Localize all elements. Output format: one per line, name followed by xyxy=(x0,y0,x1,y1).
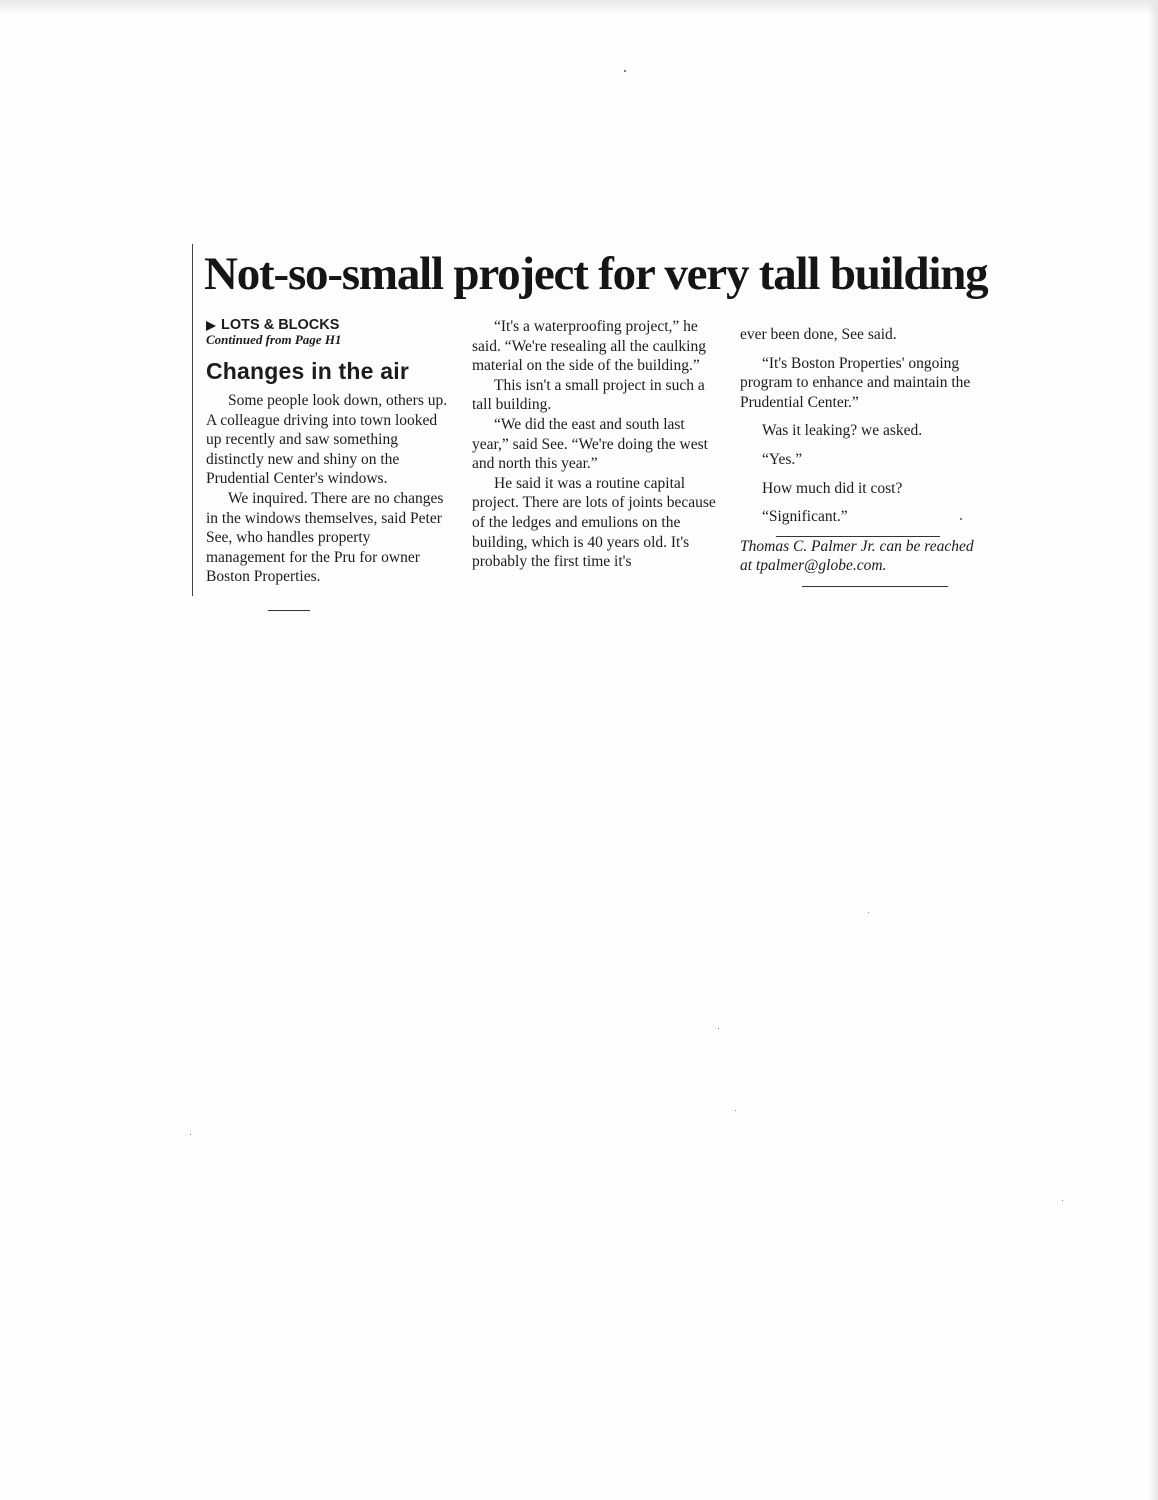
kicker-label: LOTS & BLOCKS xyxy=(221,317,340,333)
paragraph: “It's a waterproofing project,” he said. “We're resealing all the caulking material on the side of the building.” xyxy=(472,318,706,375)
paragraph: “It's Boston Properties' ongoing program to enhance and maintain the Prudential Center.” xyxy=(740,354,971,411)
triangle-arrow-icon xyxy=(206,321,216,331)
paragraph: How much did it cost? xyxy=(762,479,903,497)
paragraph: “We did the east and south last year,” said See. “We're doing the west and north this year.” xyxy=(472,415,708,473)
scan-top-edge xyxy=(0,0,1158,14)
article-column-3 xyxy=(740,325,984,587)
continued-from-note: Continued from Page H1 xyxy=(206,332,342,347)
newspaper-clipping xyxy=(192,240,992,630)
paragraph: “Significant.” xyxy=(762,508,848,526)
subhead: Changes in the air xyxy=(206,358,409,384)
paragraph: Was it leaking? we asked. xyxy=(762,422,923,440)
paragraph: We inquired. There are no changes in the windows themselves, said Peter See, who handles property management for the Pru for owner Boston Properties. xyxy=(206,489,444,586)
scan-speck xyxy=(1062,1200,1063,1201)
headline: Not-so-small project for very tall building xyxy=(204,248,988,300)
paragraph: ever been done, See said. xyxy=(740,326,897,343)
scan-speck xyxy=(868,912,869,913)
scan-right-edge xyxy=(1148,0,1158,1500)
scan-speck xyxy=(718,1028,719,1029)
article-column-1 xyxy=(206,318,452,587)
end-rule xyxy=(268,610,310,611)
byline: Thomas C. Palmer Jr. can be reached at tpalmer@globe.com. xyxy=(740,537,974,575)
scan-speck xyxy=(190,1134,191,1135)
paragraph: This isn't a small project in such a tall building. xyxy=(472,376,705,414)
article-column-2 xyxy=(472,317,716,572)
paragraph: Some people look down, others up. A colleague driving into town looked up recently and saw something distinctly new and shiny on the Prudential Center's windows. xyxy=(206,392,448,488)
section-kicker xyxy=(206,318,452,333)
end-rule xyxy=(776,536,940,537)
scan-speck xyxy=(735,1110,736,1111)
end-rule xyxy=(802,586,948,587)
paragraph: “Yes.” xyxy=(762,450,803,468)
column-rule xyxy=(192,244,193,596)
paragraph: He said it was a routine capital project. There are lots of joints because of the ledges and emulions on the building, which is 40 years old. It's probably the first time it's xyxy=(472,474,716,571)
scan-speck xyxy=(624,70,626,72)
